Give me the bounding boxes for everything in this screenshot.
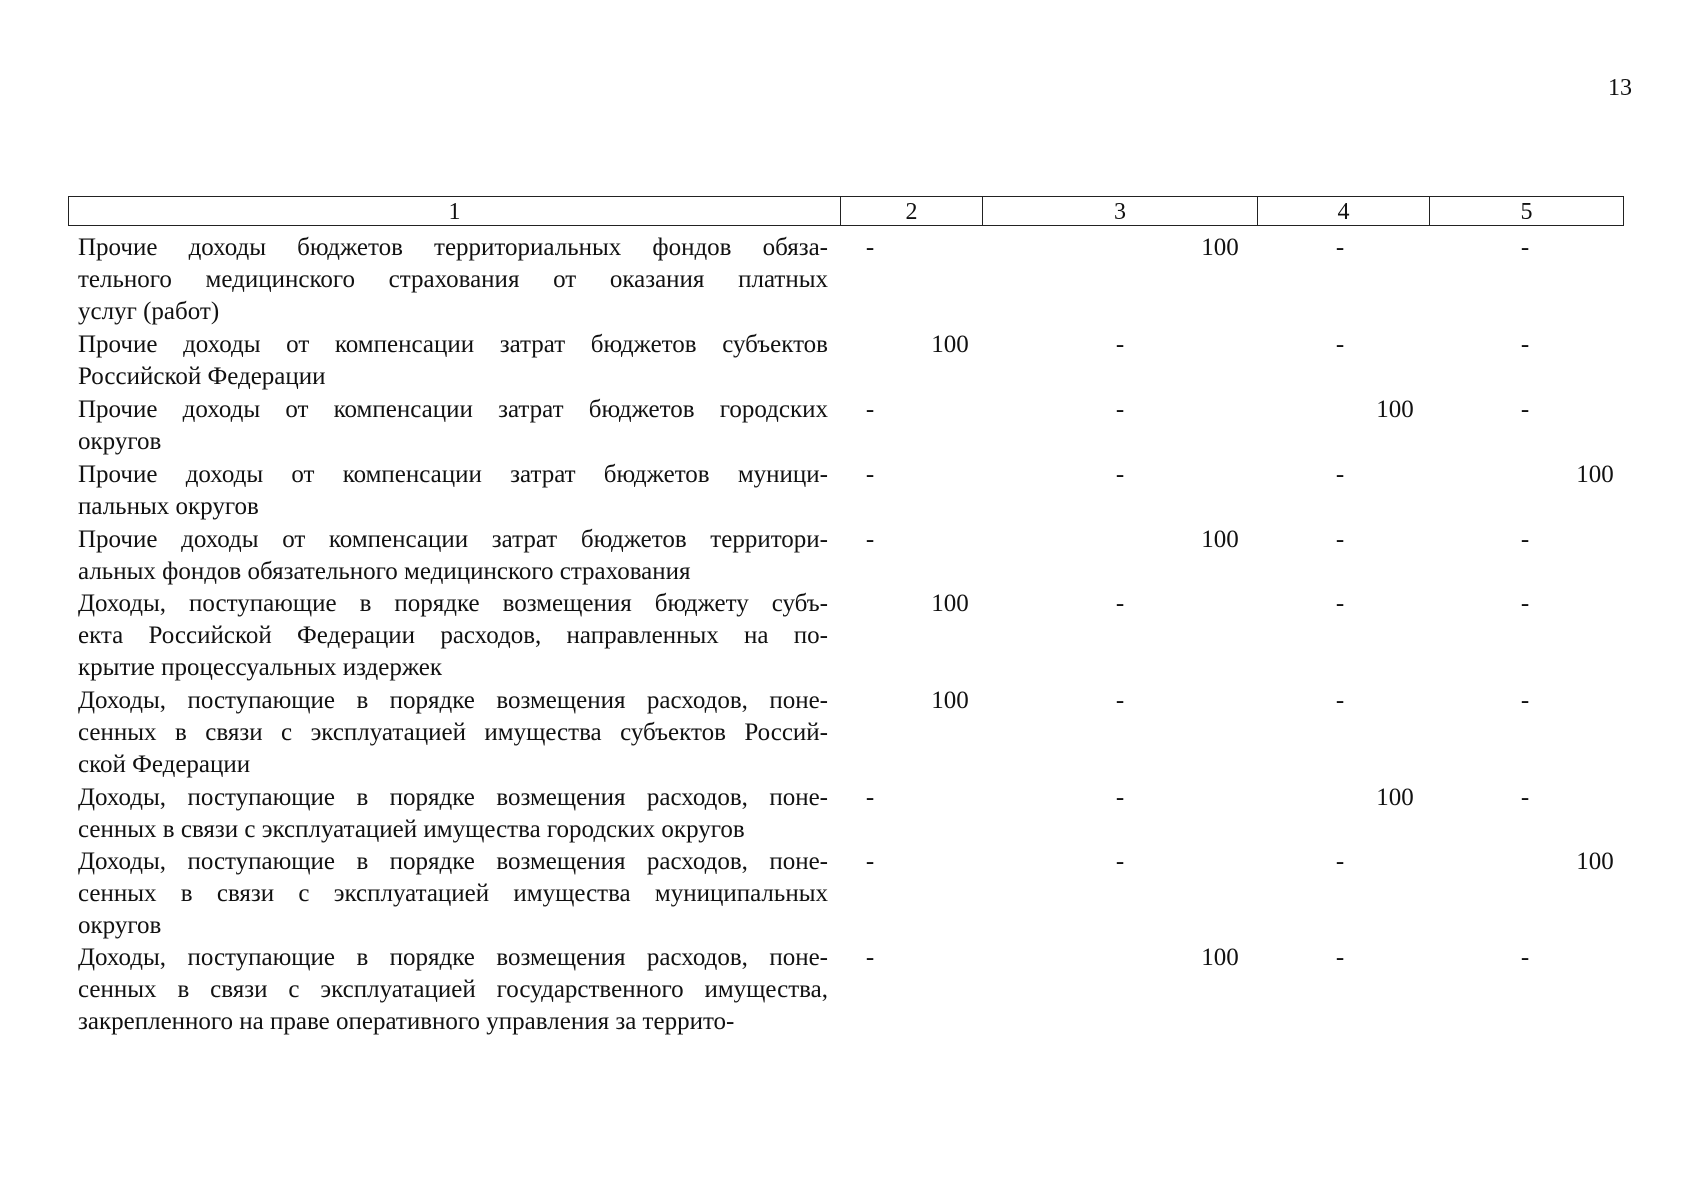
cell-col-4: 100 (1376, 396, 1414, 423)
row-description (78, 782, 828, 846)
header-col-4: 4 (1258, 197, 1430, 225)
description-line: Прочие доходы от компенсации затрат бюджетов городских (78, 396, 828, 423)
description-line: Прочие доходы от компенсации затрат бюджетов субъектов (78, 331, 828, 358)
row-description (78, 524, 828, 588)
header-col-5: 5 (1520, 199, 1533, 225)
row-description (78, 232, 828, 328)
cell-col-4: - (1335, 331, 1345, 358)
row-description (78, 394, 828, 458)
description-line: Прочие доходы бюджетов территориальных фондов обяза- (78, 234, 828, 261)
cell-col-2: - (865, 784, 875, 811)
cell-col-5: - (1520, 396, 1530, 423)
cell-col-4: - (1335, 944, 1345, 971)
cell-col-3: 100 (1201, 234, 1239, 261)
description-line: сенных в связи с эксплуатацией имущества городских округов (78, 816, 745, 843)
description-line: округов (78, 912, 162, 939)
cell-col-5: - (1520, 784, 1530, 811)
cell-col-2: 100 (931, 590, 969, 617)
cell-col-5: - (1520, 234, 1530, 261)
description-line: сенных в связи с эксплуатацией имущества муниципальных (78, 880, 828, 907)
row-description (78, 588, 828, 684)
row-description (78, 942, 828, 1038)
description-line: Доходы, поступающие в порядке возмещения расходов, поне- (78, 784, 828, 811)
description-line: Доходы, поступающие в порядке возмещения бюджету субъ- (78, 590, 828, 617)
row-description (78, 329, 828, 393)
cell-col-3: - (1115, 461, 1125, 488)
cell-col-4: - (1335, 526, 1345, 553)
cell-col-3: - (1115, 396, 1125, 423)
description-line: сенных в связи с эксплуатацией государственного имущества, (78, 976, 828, 1003)
cell-col-2: 100 (931, 331, 969, 358)
description-line: Российской Федерации (78, 363, 326, 390)
cell-col-4: 100 (1376, 784, 1414, 811)
description-line: Доходы, поступающие в порядке возмещения расходов, поне- (78, 687, 828, 714)
cell-col-3: 100 (1201, 526, 1239, 553)
cell-col-5: - (1520, 590, 1530, 617)
row-description (78, 846, 828, 942)
cell-col-3: - (1115, 848, 1125, 875)
cell-col-4: - (1335, 848, 1345, 875)
cell-col-5: - (1520, 687, 1530, 714)
description-line: екта Российской Федерации расходов, направленных на по- (78, 622, 828, 649)
cell-col-2: - (865, 848, 875, 875)
description-line: Прочие доходы от компенсации затрат бюджетов территори- (78, 526, 828, 553)
description-line: закрепленного на праве оперативного управления за террито- (78, 1008, 735, 1035)
cell-col-4: - (1335, 687, 1345, 714)
cell-col-2: - (865, 234, 875, 261)
page-number: 13 (1608, 75, 1632, 101)
cell-col-2: - (865, 944, 875, 971)
cell-col-3: - (1115, 331, 1125, 358)
header-col-3: 3 (983, 197, 1258, 225)
description-line: пальных округов (78, 493, 259, 520)
cell-col-5: 100 (1576, 848, 1614, 875)
cell-col-4: - (1335, 590, 1345, 617)
cell-col-5: - (1520, 331, 1530, 358)
cell-col-2: - (865, 461, 875, 488)
cell-col-3: - (1115, 687, 1125, 714)
description-line: округов (78, 428, 162, 455)
description-line: Доходы, поступающие в порядке возмещения расходов, поне- (78, 848, 828, 875)
header-col-1: 1 (69, 197, 841, 225)
header-col-2: 2 (841, 197, 983, 225)
cell-col-3: - (1115, 590, 1125, 617)
cell-col-5: - (1520, 944, 1530, 971)
cell-col-3: 100 (1201, 944, 1239, 971)
row-description (78, 459, 828, 523)
description-line: крытие процессуальных издержек (78, 654, 443, 681)
description-line: тельного медицинского страхования от оказания платных (78, 266, 828, 293)
cell-col-4: - (1335, 234, 1345, 261)
row-description (78, 685, 828, 781)
cell-col-2: 100 (931, 687, 969, 714)
description-line: альных фондов обязательного медицинского страхования (78, 558, 691, 585)
description-line: услуг (работ) (78, 298, 220, 325)
description-line: Прочие доходы от компенсации затрат бюджетов муници- (78, 461, 828, 488)
cell-col-4: - (1335, 461, 1345, 488)
cell-col-5: - (1520, 526, 1530, 553)
description-line: ской Федерации (78, 751, 251, 778)
cell-col-2: - (865, 526, 875, 553)
description-line: Доходы, поступающие в порядке возмещения расходов, поне- (78, 944, 828, 971)
description-line: сенных в связи с эксплуатацией имущества субъектов Россий- (78, 719, 828, 746)
cell-col-5: 100 (1576, 461, 1614, 488)
cell-col-2: - (865, 396, 875, 423)
cell-col-3: - (1115, 784, 1125, 811)
